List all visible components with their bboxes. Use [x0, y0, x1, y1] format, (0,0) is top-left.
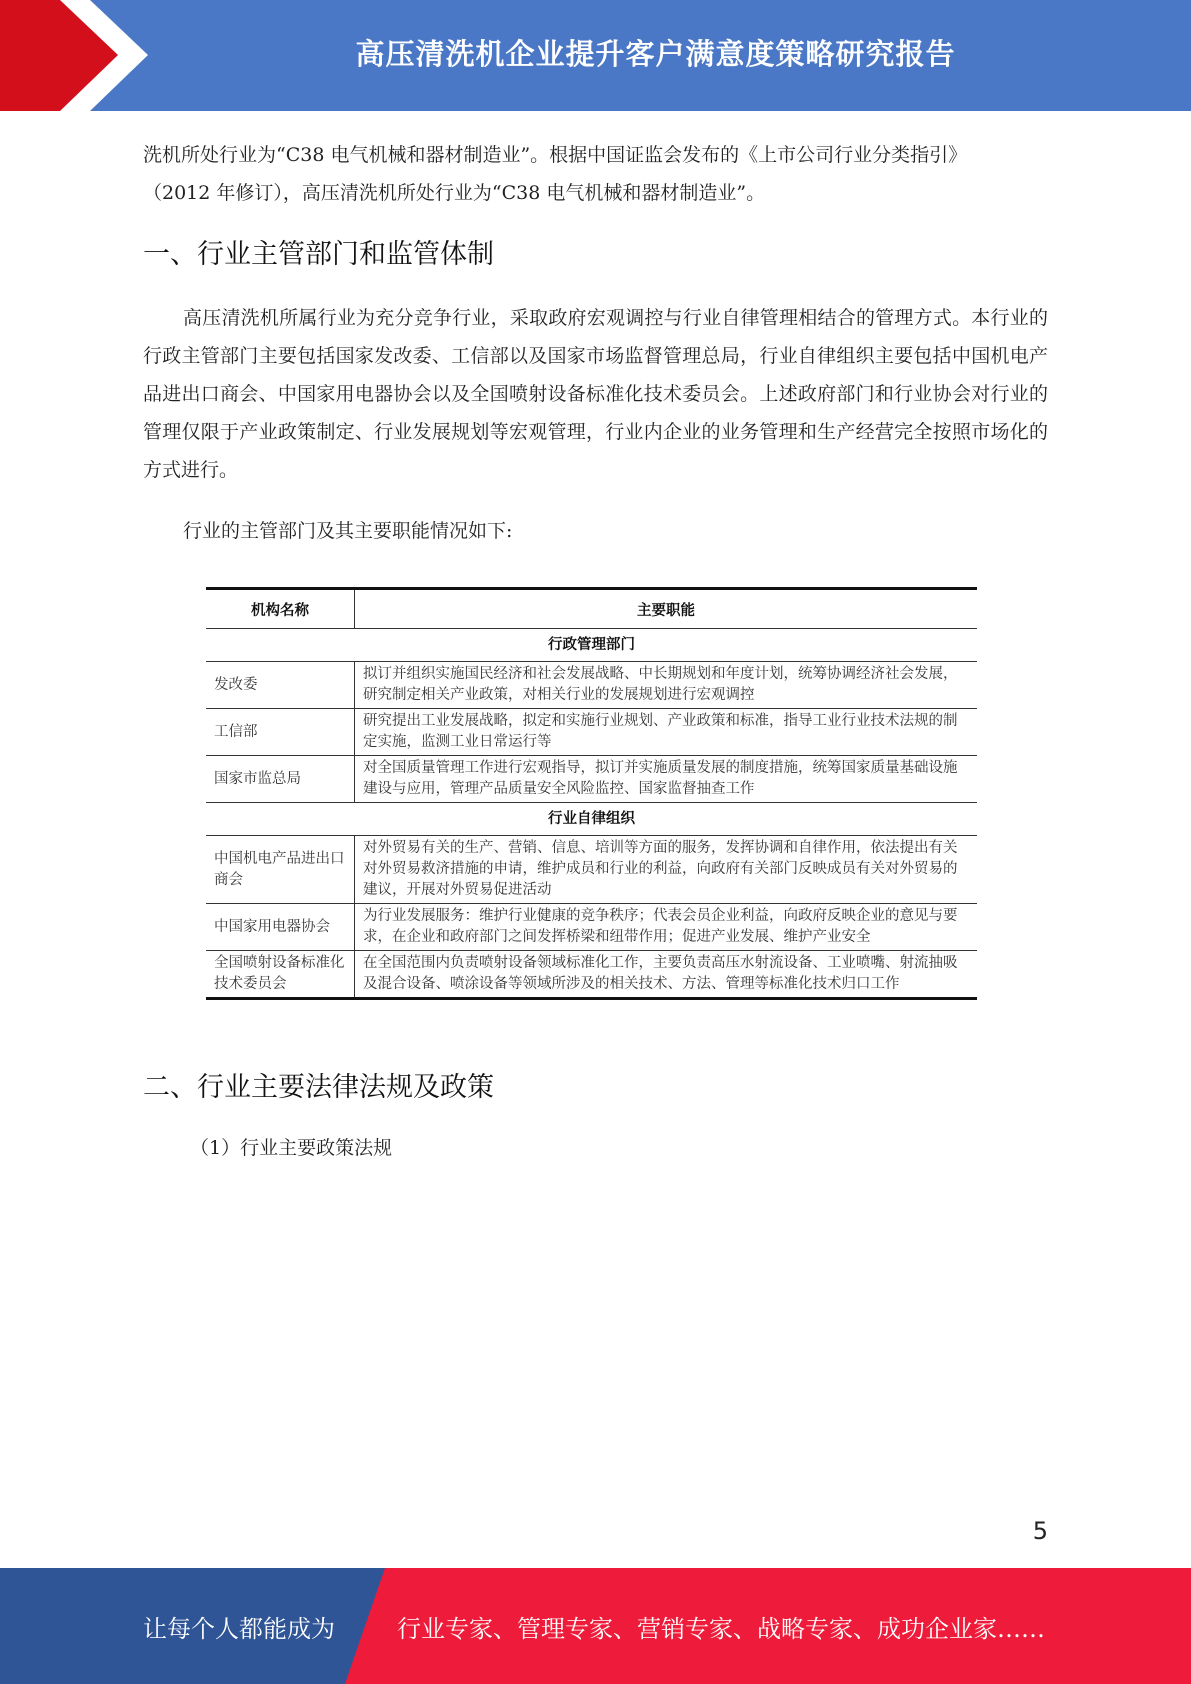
intro-line-1: 洗机所处行业为“C38 电气机械和器材制造业”。根据中国证监会发布的《上市公司行业分类指引》 — [143, 144, 968, 166]
org-function: 对外贸易有关的生产、营销、信息、培训等方面的服务，发挥协调和自律作用，依法提出有关对外贸易救济措施的申请，维护成员和行业的利益，向政府有关部门反映成员有关对外贸易的建议，开展对外贸易促进活动 — [355, 836, 978, 904]
org-name: 工信部 — [206, 709, 355, 756]
report-title: 高压清洗机企业提升客户满意度策略研究报告 — [355, 36, 956, 71]
header-banner — [0, 0, 1191, 111]
section-2-subheading: （1）行业主要政策法规 — [190, 1137, 393, 1159]
section-1-paragraph: 高压清洗机所属行业为充分竞争行业，采取政府宏观调控与行业自律管理相结合的管理方式。本行业的行政主管部门主要包括国家发改委、工信部以及国家市场监督管理总局，行业自律组织主要包括中国机电产品进出口商会、中国家用电器协会以及全国喷射设备标准化技术委员会。上述政府部门和行业协会对行业的管理仅限于产业政策制定、行业发展规划等宏观管理，行业内企业的业务管理和生产经营完全按照市场化的方式进行。 — [143, 307, 1048, 481]
org-function: 为行业发展服务：维护行业健康的竞争秩序；代表会员企业利益，向政府反映企业的意见与要求，在企业和政府部门之间发挥桥梁和纽带作用；促进产业发展、维护产业安全 — [355, 904, 978, 951]
org-function: 对全国质量管理工作进行宏观指导，拟订并实施质量发展的制度措施，统筹国家质量基础设施建设与应用，管理产品质量安全风险监控、国家监督抽查工作 — [355, 756, 978, 803]
authority-table-grid — [206, 587, 977, 1000]
footer-slogan-right: 行业专家、管理专家、营销专家、战略专家、成功企业家…… — [397, 1614, 1045, 1643]
org-function: 拟订并组织实施国民经济和社会发展战略、中长期规划和年度计划，统筹协调经济社会发展，研究制定相关产业政策，对相关行业的发展规划进行宏观调控 — [355, 662, 978, 709]
section-self-label: 行业自律组织 — [206, 803, 977, 836]
intro-line-2: （2012 年修订），高压清洗机所处行业为“C38 电气机械和器材制造业”。 — [143, 182, 766, 204]
table-row — [206, 709, 977, 756]
col-header-function: 主要职能 — [355, 589, 978, 629]
org-name: 中国机电产品进出口商会 — [206, 836, 355, 904]
org-function: 研究提出工业发展战略，拟定和实施行业规划、产业政策和标准，指导工业行业技术法规的制定实施，监测工业日常运行等 — [355, 709, 978, 756]
table-row — [206, 756, 977, 803]
table-intro-text: 行业的主管部门及其主要职能情况如下: — [183, 520, 513, 542]
col-header-name: 机构名称 — [206, 589, 355, 629]
section-1-heading: 一、行业主管部门和监管体制 — [143, 239, 494, 270]
section-2-heading: 二、行业主要法律法规及政策 — [143, 1072, 494, 1103]
table-row — [206, 951, 977, 999]
org-name: 国家市监总局 — [206, 756, 355, 803]
org-name: 发改委 — [206, 662, 355, 709]
table-section-row — [206, 803, 977, 836]
table-row — [206, 662, 977, 709]
org-function: 在全国范围内负责喷射设备领域标准化工作，主要负责高压水射流设备、工业喷嘴、射流抽吸及混合设备、喷涂设备等领域所涉及的相关技术、方法、管理等标准化技术归口工作 — [363, 955, 958, 992]
authority-table — [206, 587, 977, 1000]
table-row — [206, 904, 977, 951]
intro-text — [143, 136, 1048, 212]
table-row — [206, 836, 977, 904]
footer-slogan-left: 让每个人都能成为 — [143, 1614, 335, 1643]
footer-banner — [0, 1568, 1191, 1684]
org-name: 全国喷射设备标准化技术委员会 — [206, 951, 355, 999]
section-gov-label: 行政管理部门 — [206, 629, 977, 662]
table-section-row — [206, 629, 977, 662]
page-number: 5 — [1032, 1517, 1048, 1545]
org-name: 中国家用电器协会 — [206, 904, 355, 951]
table-header-row — [206, 589, 977, 629]
